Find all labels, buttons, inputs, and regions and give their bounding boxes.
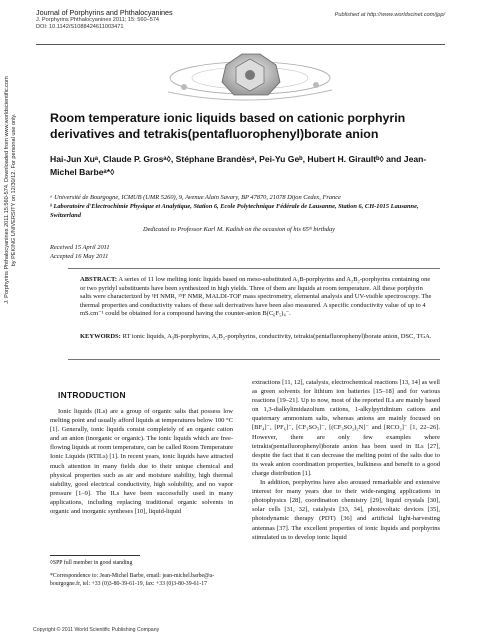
left-column [50,378,233,516]
download-note [4,0,18,380]
affiliation-a: ᵃ Université de Bourgogne, ICMUB (UMR 5260), 9, Avenue Alain Savary, BP 47870, 21078 Dijon Cedex, France [50,194,341,201]
footnote-rule [50,555,140,556]
article-title: Room temperature ionic liquids based on cationic porphyrin derivatives and tetrakis(pentafluorophenyl)borate anion [50,111,406,141]
intro-paragraph-2: extractions [11, 12], catalysis, electrochemical reactions [13, 14] as well as green solvents for lithium ion batteries [15–18] and for various reactions [19–21]. Up to now, most of the reported ILs are mainly based on 1,3-dialkylimidazolium cations, 1-alkylpyridinium cations and quaternary ammonium salts, whereas anions are mainly focused on [BF₄]⁻, [PF₆]⁻, [CF₃SO₃]⁻, [(CF₃SO₂)₂N]⁻ and [RCO₂]⁻ [1, 22–26]. However, there are only few examples where tetrakis(pentafluorophenyl)borate anion has been used in ILs [27], despite the fact that it can decrease the melting point of the salts due to its weak anion coordination properties, bulkiness and benefit to a good charge distribution [1]. [252,379,440,477]
keywords-body: RT ionic liquids, A₃B-porphyrins, A₂B₂-porphyrins, conductivity, tetrakis(pentafluorophenyl)borate anion, DSC, TGA. [122,333,432,340]
article-dates [50,243,110,261]
abstract-label: ABSTRACT: [80,276,118,283]
download-note-line2: by PEKING UNIVERSITY on 12/30/12. For personal use only. [11,113,17,267]
journal-name: Journal of Porphyrins and Phthalocyanines [36,8,173,17]
keywords-label: KEYWORDS: [80,333,121,340]
footnote-correspondence: *Correspondence to: Jean-Michel Barbe, email: jean-michel.barbe@u-bourgogne.fr, tel: +33 (0)3-80-39-61-19, fax: +33 (0)3-80-39-61-17 [50,573,215,587]
keywords [80,333,432,342]
intro-paragraph-3: In addition, porphyrins have also aroused remarkable and extensive interest for many years due to their wide-ranging applications in photophysics [28], coordination chemistry [29], liquid crystals [30], solar cells [31, 32], catalysis [33, 34], photovoltaic devices [35], photodynamic therapy (PDT) [36] and artificial light-harvesting antennas [37]. The excellent properties of ionic liquids and porphyrins stimulated us to develop ionic liquid [252,479,440,541]
journal-header [36,8,173,31]
dedication: Dedicated to Professor Karl M. Kadish on the occasion of his 65ᵗʰ birthday [142,226,336,233]
published-at: Published at http://www.worldscinet.com/jpp/ [334,12,445,18]
intro-paragraph-1: Ionic liquids (ILs) are a group of organic salts that possess low melting point and usually afford liquids at temperatures below 100 °C [1]. Generally, ionic liquids consist completely of an organic cation and an anion (inorganic or organic). The ionic liquids which are free-flowing liquids at room temperature, can be called Room Temperature Ionic Liquids (RTILs) [1]. In recent years, ionic liquids have attracted much attention in many fields due to their unique chemical and physical properties such as air and moisture stability, high thermal stability, good electrical conductivity, high solubility, and no vapor pressure [1–9]. The ILs have been successfully used in many applications, including replacing traditional organic solvents in organic and inorganic syntheses [10], liquid-liquid [50,408,233,516]
abstract [80,276,432,319]
introduction-heading: INTRODUCTION [58,390,126,400]
footnote-member: ◊SPP full member in good standing [50,560,133,566]
copyright: Copyright © 2011 World Scientific Publishing Company [33,627,160,633]
journal-logo-graphic [150,45,350,105]
affiliation-b: ᵇ Laboratoire d'Electrochimie Physique et Analytique, Station 6, Ecole Polytechnique Fédérale de Lausanne, Station 6, CH-1015 Lausanne, Switzerland [50,203,419,219]
accepted-date: Accepted 16 May 2011 [50,253,109,260]
download-note-line1: J. Porphyrins Phthalocyanines 2011.15:560-574. Downloaded from www.worldscientific.com [4,76,10,304]
journal-doi: DOI: 10.1142/S1088424611003471 [36,24,124,30]
abstract-body: A series of 11 low melting ionic liquids based on meso-substituted A₃B-porphyrins and A₂B₂-porphyrins containing one or two pyridyl substituents have been synthesized in high yields. Three of them are liquids at room temperature. All these porphyrin salts were characterized by ¹H NMR, ¹⁹F NMR, MALDI-TOF mass spectrometry, elemental analysis and UV-visible spectroscopy. The thermal properties and conductivity values of these salt derivatives have been also measured. A specific conductivity value of up to 4 mS.cm⁻¹ could be obtained for a compound having the counter-anion B(C₆F₅)₄⁻. [80,276,432,318]
received-date: Received 15 April 2011 [50,244,110,251]
right-column [252,378,440,542]
journal-citation: J. Porphyrins Phthalocyanines 2011; 15: 560–574 [36,17,160,23]
author-list: Hai-Jun Xuᵃ, Claude P. Grosᵃ◊, Stéphane Brandèsᵃ, Pei-Yu Geᵇ, Hubert H. Giraultᵇ◊ and Jean-Michel Barbeᵃ*◊ [50,154,427,177]
